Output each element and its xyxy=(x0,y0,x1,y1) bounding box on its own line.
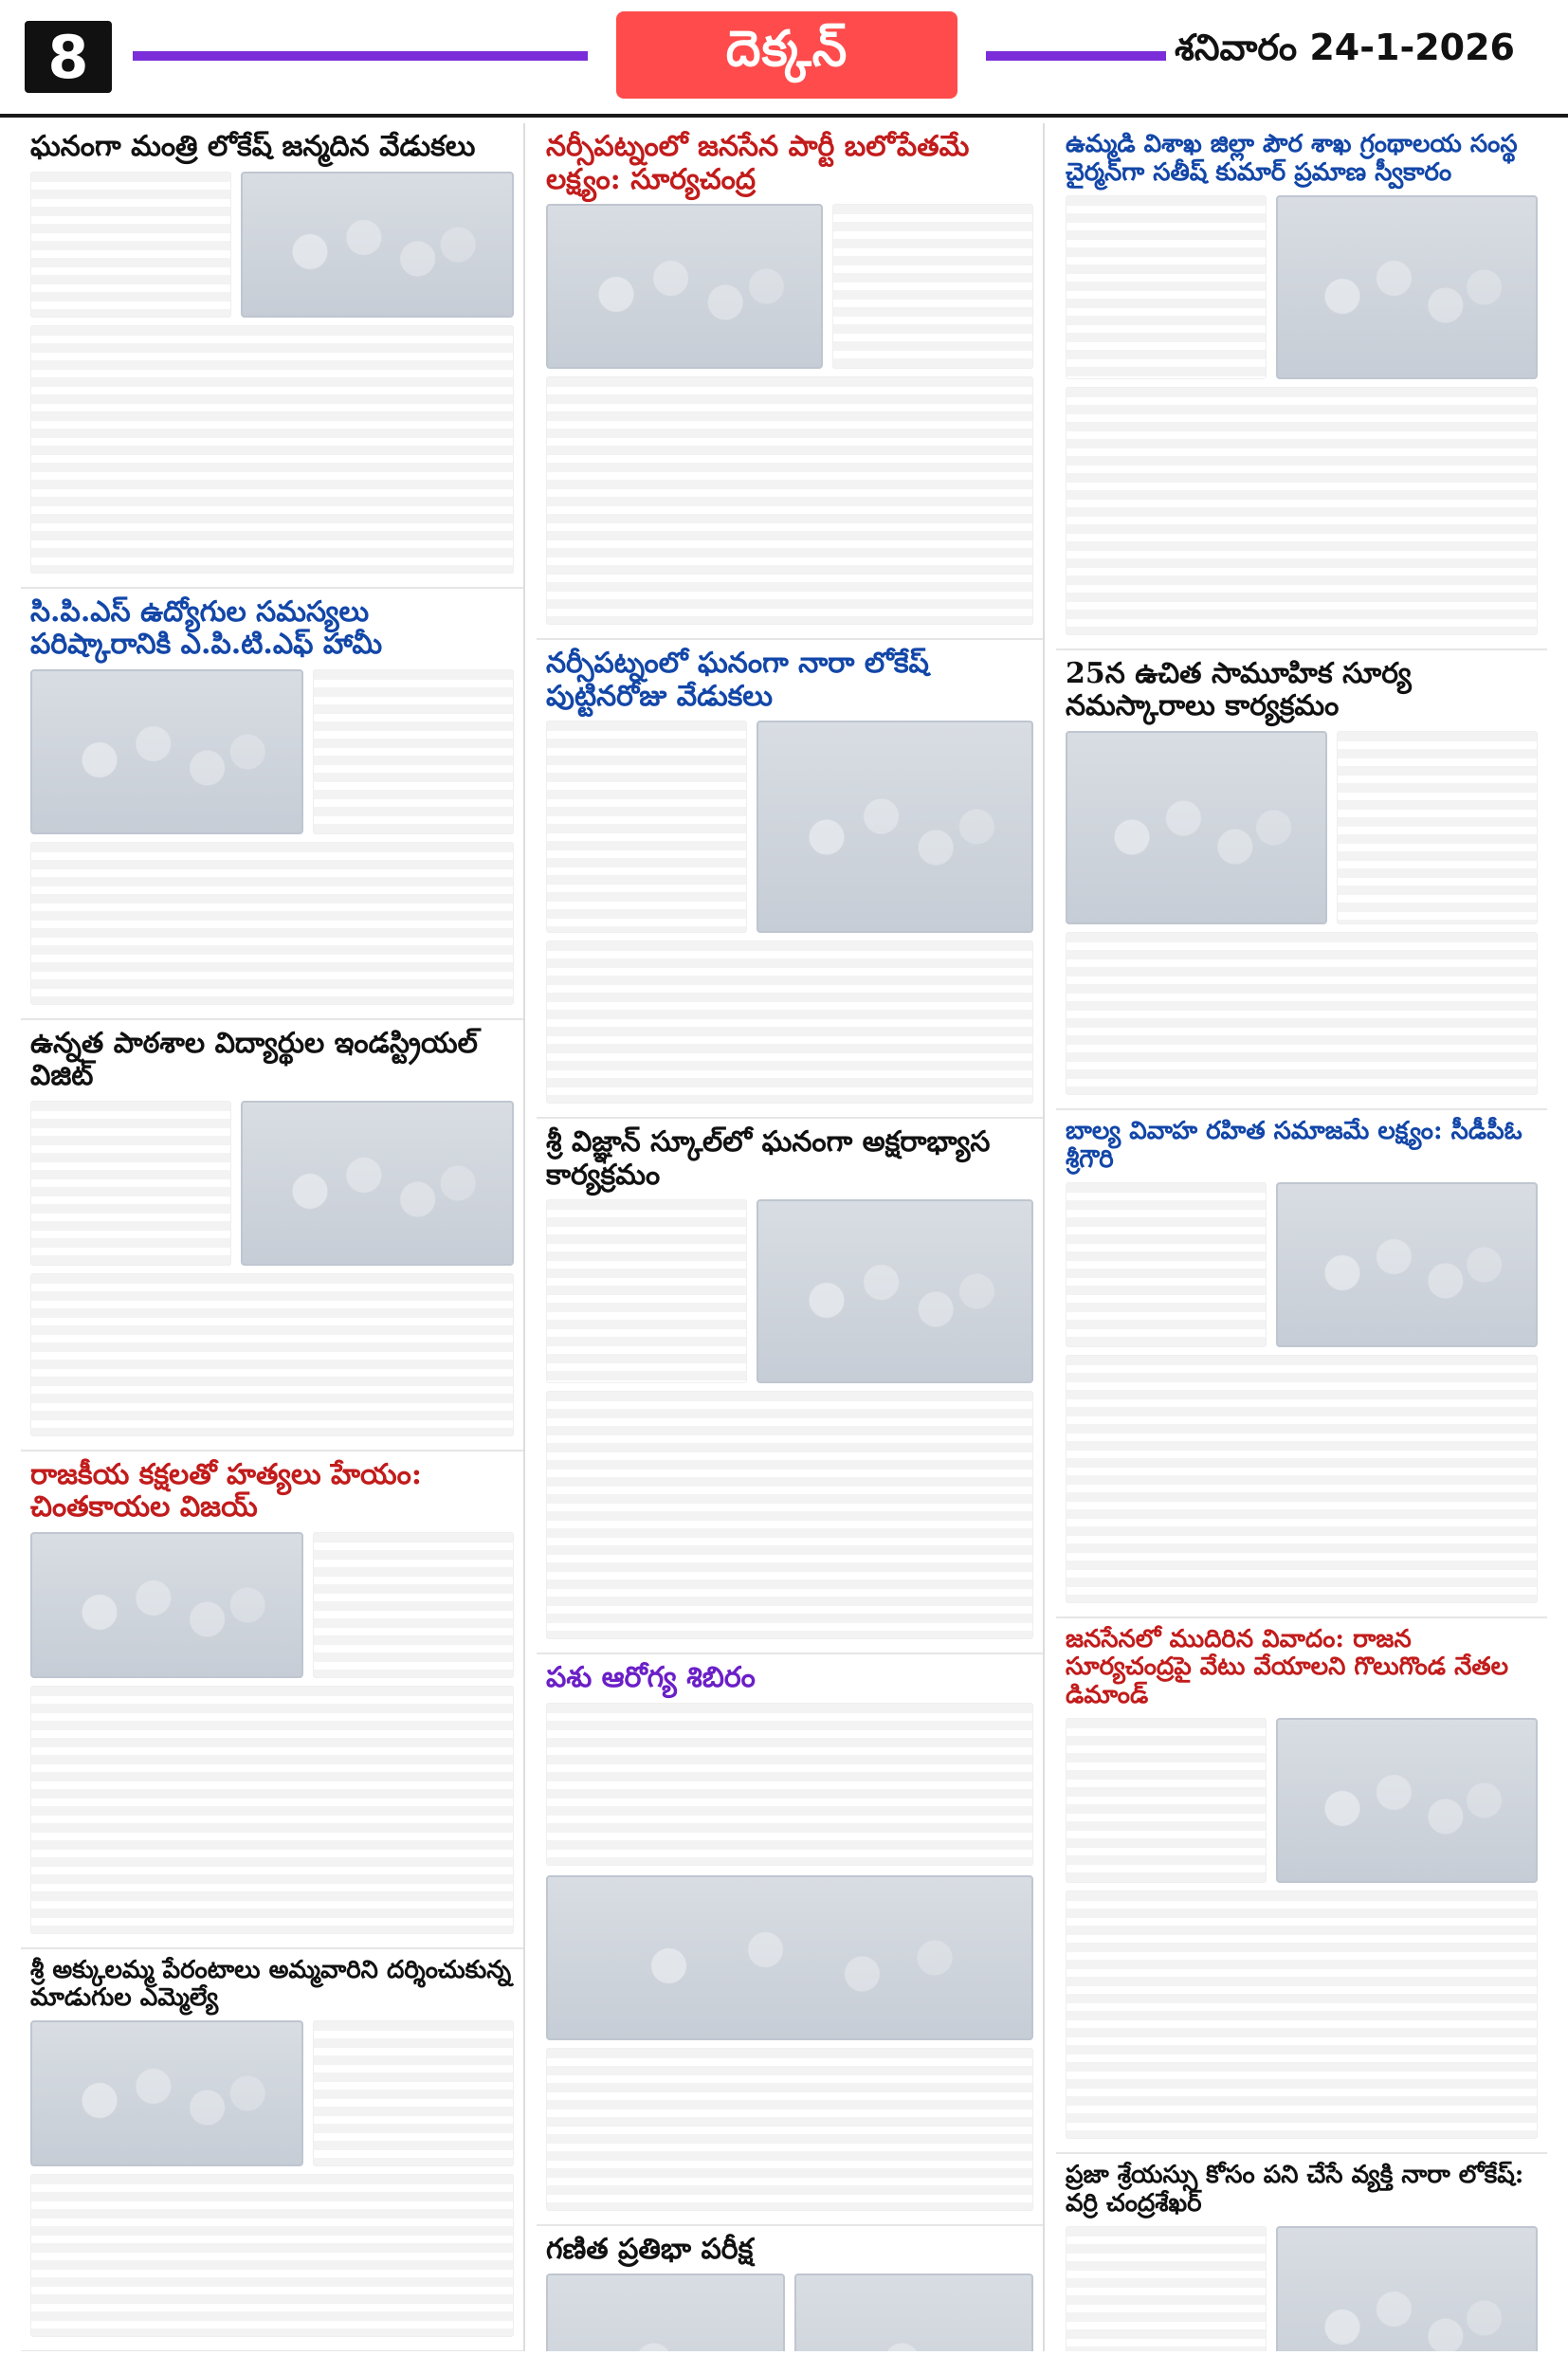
article-photo xyxy=(546,204,823,369)
article-photo xyxy=(546,2274,785,2351)
article xyxy=(537,1654,1043,2226)
article xyxy=(21,123,523,589)
masthead-rule-right xyxy=(986,51,1166,61)
article-lead-row xyxy=(546,1199,1033,1383)
article-text-placeholder xyxy=(313,2020,514,2166)
article-text-placeholder xyxy=(546,1199,747,1383)
article-text-placeholder xyxy=(30,1686,514,1934)
article-lead-row xyxy=(1066,195,1538,379)
article-text-placeholder xyxy=(546,940,1033,1104)
article-text-placeholder xyxy=(1066,1355,1538,1603)
article xyxy=(1056,650,1547,1110)
article-lead-row xyxy=(30,1101,514,1266)
article-lead-row xyxy=(546,2274,1033,2351)
article-text-placeholder xyxy=(546,2048,1033,2211)
article-text-placeholder xyxy=(1066,195,1267,379)
article xyxy=(1056,1110,1547,1618)
article xyxy=(537,123,1043,640)
article xyxy=(537,1119,1043,1654)
article xyxy=(21,1452,523,1949)
article-photo xyxy=(1276,2226,1538,2351)
article-text-placeholder xyxy=(30,172,231,318)
article-photo xyxy=(30,1532,303,1678)
article xyxy=(537,640,1043,1119)
article-text-placeholder xyxy=(30,1101,231,1266)
article-text-placeholder xyxy=(1066,1182,1267,1347)
headline: సి.పి.ఎస్ ఉద్యోగుల సమస్యలు పరిష్కారానికి ఎ.పి.టి.ఎఫ్ హామీ xyxy=(30,594,383,661)
article-text-placeholder xyxy=(546,1391,1033,1639)
article xyxy=(1056,1618,1547,2155)
article-photo xyxy=(1276,1182,1538,1347)
headline: బాల్య వివాహ రహిత సమాజమే లక్ష్యం: సీడీపీఓ శ్రీగౌరి xyxy=(1066,1116,1522,1174)
article-text-placeholder xyxy=(30,325,514,574)
article-photo xyxy=(1276,1718,1538,1883)
headline: పశు ఆరోగ్య శిబిరం xyxy=(546,1661,756,1694)
article-text-placeholder xyxy=(30,842,514,1005)
article-photo xyxy=(30,2020,303,2166)
article-lead-row xyxy=(1066,2226,1538,2351)
article-photo xyxy=(30,669,303,834)
article-text-placeholder xyxy=(313,1532,514,1678)
article xyxy=(1056,2154,1547,2351)
article-lead-row xyxy=(1066,731,1538,924)
article-lead-row xyxy=(30,669,514,834)
headline: శ్రీ అక్కులమ్మ పేరంటాలు అమ్మవారిని దర్శించుకున్న మాడుగుల ఎమ్మెల్యే xyxy=(30,1955,512,2013)
article-text-placeholder xyxy=(30,2174,514,2337)
article-text-placeholder xyxy=(313,669,514,834)
column-left xyxy=(21,123,525,2351)
article xyxy=(537,2226,1043,2352)
issue-date: శనివారం 24-1-2026 xyxy=(1174,27,1515,68)
headline: ఉన్నత పాఠశాల విద్యార్థుల ఇండస్ట్రియల్ విజిట్ xyxy=(30,1026,478,1092)
article-text-placeholder xyxy=(30,1273,514,1436)
article xyxy=(1056,123,1547,650)
article-text-placeholder xyxy=(1066,932,1538,1095)
headline: నర్సీపట్నంలో ఘనంగా నారా లోకేష్ పుట్టినరోజు వేడుకలు xyxy=(546,647,929,713)
article-photo xyxy=(1276,195,1538,379)
article-photo xyxy=(757,721,1033,933)
headline: ప్రజా శ్రేయస్సు కోసం పని చేసే వ్యక్తి నారా లోకేష్: వర్రి చంద్రశేఖర్ xyxy=(1066,2161,1524,2219)
article-text-placeholder xyxy=(546,721,747,933)
headline: ఉమ్మడి విశాఖ జిల్లా పౌర శాఖ గ్రంథాలయ సంస్థ చైర్మన్‌గా సతీష్ కుమార్ ప్రమాణ స్వీకారం xyxy=(1066,130,1518,187)
masthead xyxy=(0,0,1568,118)
article-photo xyxy=(794,2274,1033,2351)
column-middle xyxy=(537,123,1045,2351)
article-lead-row xyxy=(30,2020,514,2166)
headline: నర్సీపట్నంలో జనసేన పార్టీ బలోపేతమే లక్ష్యం: సూర్యచంద్ర xyxy=(546,130,970,196)
article-text-placeholder xyxy=(832,204,1033,369)
article-lead-row xyxy=(546,721,1033,933)
article xyxy=(21,1020,523,1452)
article-lead-row xyxy=(30,1532,514,1678)
headline: ఘనంగా మంత్రి లోకేష్ జన్మదిన వేడుకలు xyxy=(30,130,476,163)
masthead-rule-left xyxy=(133,51,588,61)
headline: జనసేనలో ముదిరిన వివాదం: రాజన సూర్యచంద్రపై వేటు వేయాలని గొలుగొండ నేతల డిమాండ్ xyxy=(1066,1624,1509,1710)
article-text-placeholder xyxy=(546,1703,1033,1866)
article-text-placeholder xyxy=(1066,2226,1267,2351)
article-lead-row xyxy=(546,204,1033,369)
column-right xyxy=(1056,123,1547,2351)
headline: 25న ఉచిత సామూహిక సూర్య నమస్కారాలు కార్యక్రమం xyxy=(1066,656,1412,723)
article-lead-row xyxy=(1066,1182,1538,1347)
article-photo xyxy=(1066,731,1327,924)
article-text-placeholder xyxy=(1066,387,1538,635)
article-lead-row xyxy=(30,172,514,318)
headline: గణిత ప్రతిభా పరీక్ష xyxy=(546,2232,754,2266)
article-text-placeholder xyxy=(1066,1718,1267,1883)
article-lead-row xyxy=(1066,1718,1538,1883)
article xyxy=(21,1949,523,2352)
headline: శ్రీ విజ్ఞాన్ స్కూల్‌లో ఘనంగా అక్షరాభ్యాస కార్యక్రమం xyxy=(546,1125,991,1192)
article-photo xyxy=(546,1875,1033,2040)
headline: రాజకీయ కక్షలతో హత్యలు హేయం: చింతకాయల విజయ్ xyxy=(30,1457,422,1524)
newspaper-brand: దెక్కన్ xyxy=(616,11,957,99)
article-text-placeholder xyxy=(546,376,1033,625)
article-text-placeholder xyxy=(1066,1890,1538,2139)
article-photo xyxy=(241,1101,514,1266)
article-text-placeholder xyxy=(1337,731,1538,924)
page-number: 8 xyxy=(25,21,112,93)
article-photo xyxy=(241,172,514,318)
article-photo xyxy=(757,1199,1033,1383)
article xyxy=(21,589,523,1020)
